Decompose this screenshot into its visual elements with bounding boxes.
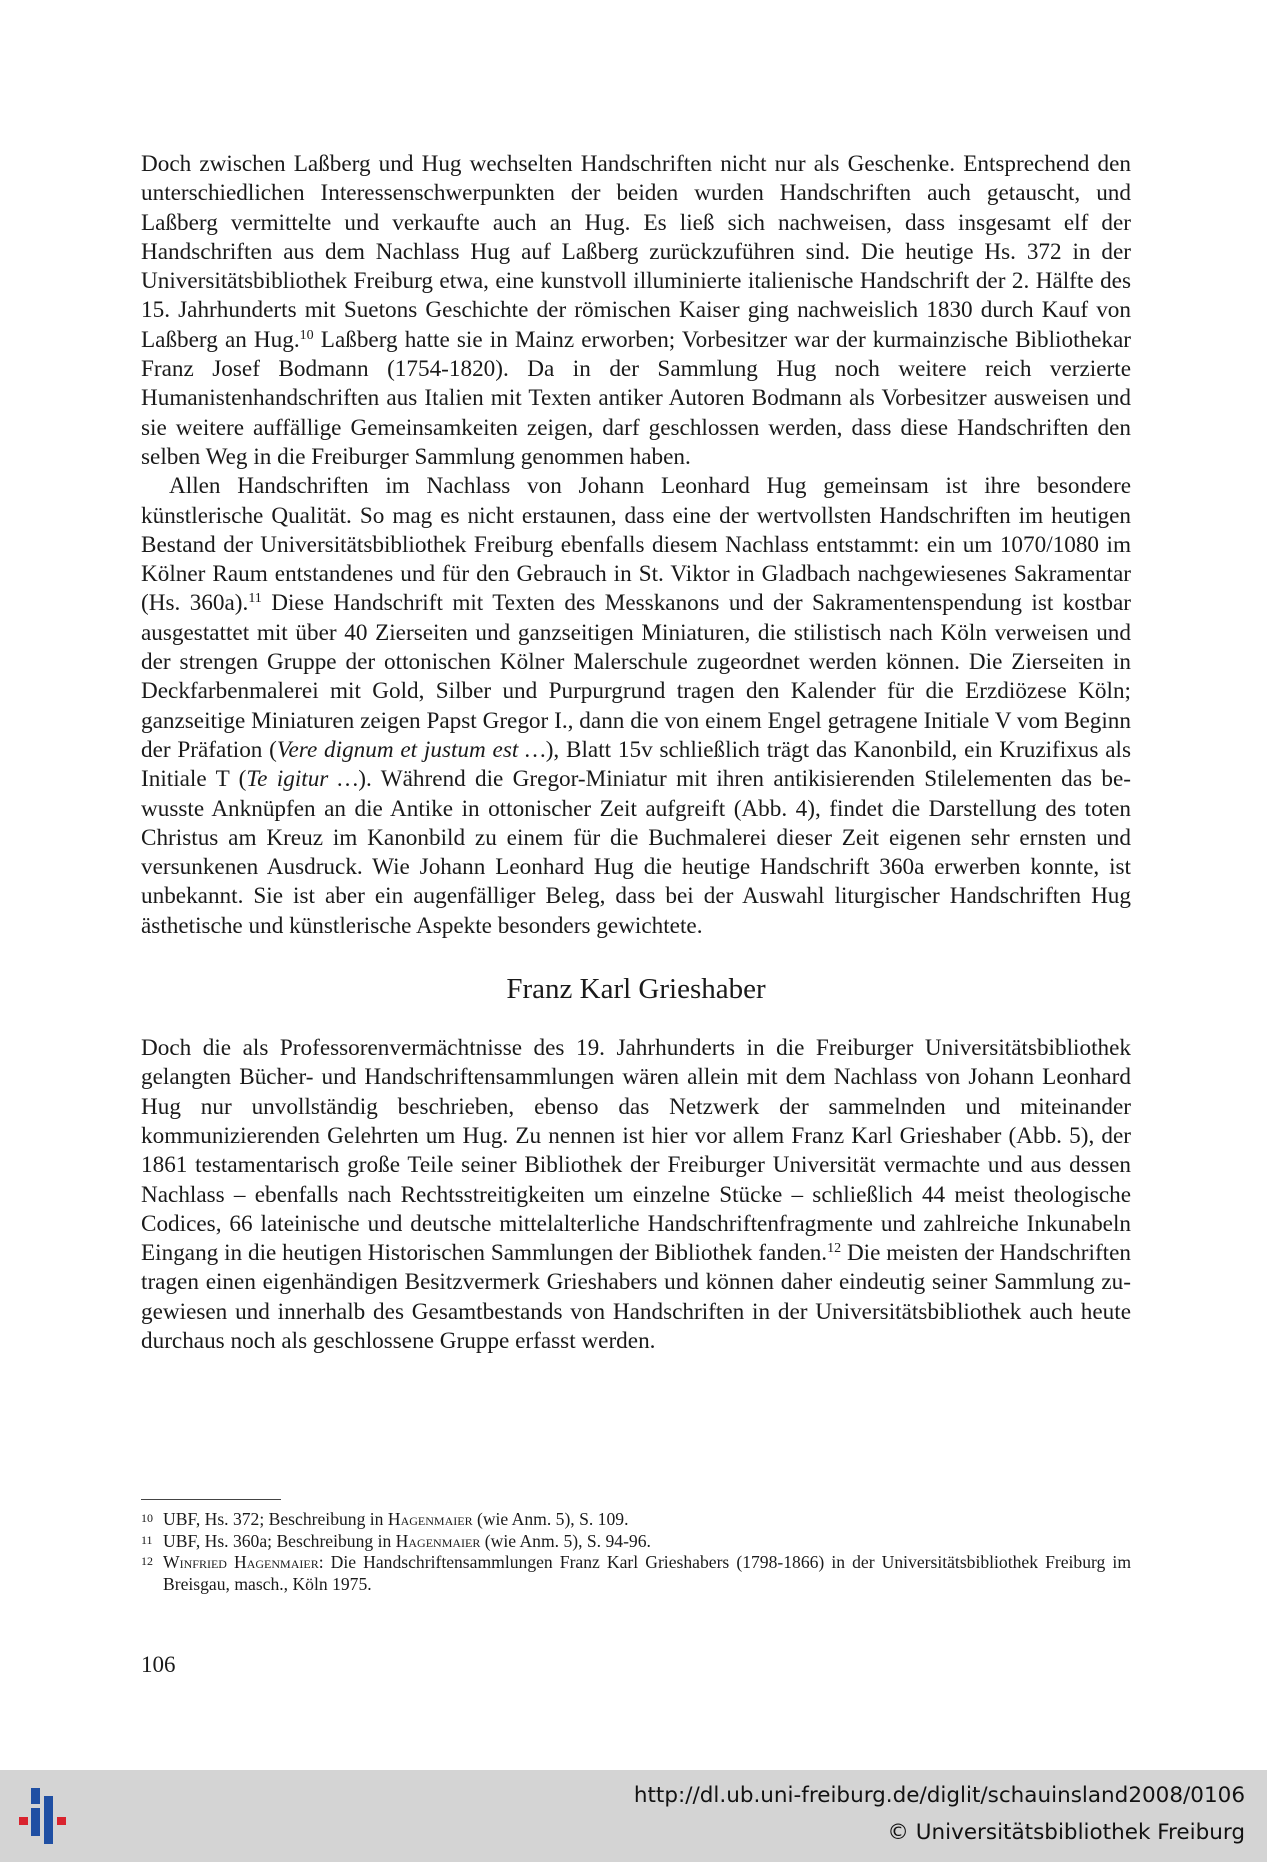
permalink-url[interactable]: http://dl.ub.uni-freiburg.de/diglit/schauinsland2008/0106 [633, 1783, 1245, 1808]
paragraph-3-text-a: Doch die als Professorenvermächtnisse des 19. Jahrhunderts in die Freiburger Universitätsbibliothek gelangten Bücher- und Handschriftensammlungen wären allein mit dem Nachlass von Johann Leonhard Hug nur unvollständig beschrieben, ebenso das Netzwerk der sammelnden und miteinander kommunizierenden Gelehrten um Hug. Zu nennen ist hier vor allem Franz Karl Grieshaber (Abb. 5), der 1861 testamentarisch große Teile seiner Bibliothek der Freiburger Universität vermachte und aus dessen Nachlass – ebenfalls nach Rechtsstreitigkeiten um einzelne Stücke – schließlich 44 meist theologische Codices, 66 lateinische und deutsche mittelalterliche Handschriftenfragmente und zahlreiche Inkunabeln Eingang in die heutigen Historischen Sammlungen der Bibliothek fanden. [141, 1035, 1131, 1267]
main-text [141, 150, 1131, 1356]
footnote-ref-10[interactable]: 10 [299, 327, 314, 343]
paragraph-2-text-d: ). Während die Gregor-Miniatur mit ihren antikisierenden Stilelementen das bewusste Anknüpfen an die Antike in ottonischer Zeit aufgreift (Abb. 4), findet die Darstellung des toten Christus am Kreuz im Kanonbild zu einem für die Buchmalerei dieser Zeit eigenen sehr ernsten und versunkenen Ausdruck. Wie Johann Leonhard Hug die heutige Handschrift 360a erwerben konnte, ist unbekannt. Sie ist aber ein augenfälliger Beleg, dass bei der Auswahl liturgischer Handschriften Hug ästhetische und künstlerische Aspekte besonders gewichtete. [141, 766, 1131, 939]
footnote-number: 10 [141, 1511, 153, 1525]
paragraph-3 [141, 1034, 1131, 1356]
paragraph-2-italic-te-igitur: Te igitur … [246, 766, 359, 793]
footnote-text-post: (wie Anm. 5), S. 109. [472, 1509, 629, 1529]
footnote-number: 12 [141, 1554, 153, 1569]
footnote-ref-12[interactable]: 12 [827, 1241, 842, 1257]
paragraph-1-text-a: Doch zwischen Laßberg und Hug wechselten Handschriften nicht nur als Geschenke. Entsprechend den unterschiedlichen Interessenschwerpunkten der beiden wurden Handschriften auch getauscht, und Laßberg vermittelte und verkaufte auch an Hug. Es ließ sich nachweisen, dass insgesamt elf der Handschriften aus dem Nachlass Hug auf Laßberg zurückzuführen sind. Die heutige Hs. 372 in der Universitätsbibliothek Freiburg etwa, eine kunstvoll illuminierte italienische Handschrift der 2. Hälfte des 15. Jahrhunderts mit Suetons Geschichte der römischen Kaiser ging nachweislich 1830 durch Kauf von Laßberg an Hug. [141, 151, 1131, 353]
footnote-text-post: : Die Handschriftensammlungen Franz Karl Grieshabers (1798-1866) in der Universitätsbibliothek Freiburg im Breisgau, masch., Köln 1975. [163, 1552, 1131, 1594]
paragraph-2-text-b: Diese Handschrift mit Texten des Messkanons und der Sakramentenspendung ist kostbar ausgestattet mit über 40 Zierseiten und ganzseitigen Miniaturen, die stilistisch nach Köln verweisen und der strengen Gruppe der ottonischen Kölner Malerschule zugeordnet werden können. Die Zierseiten in Deckfarbenmalerei mit Gold, Silber und Purpurgrund tragen den Kalender für die Erzdiözese Köln; ganzseitige Miniaturen zeigen Papst Gregor I., dann die von einem Engel getragene Initiale V vom Beginn der Präfation ( [141, 590, 1131, 763]
footnote-11 [141, 1531, 1131, 1553]
footnote-10 [141, 1509, 1131, 1531]
footnote-ref-11[interactable]: 11 [248, 591, 262, 607]
paragraph-2-italic-vere-dignum: Vere dignum et justum est … [276, 736, 546, 763]
footnote-author: Winfried Hagenmaier [163, 1552, 319, 1573]
footnote-text [163, 1531, 1131, 1553]
footnote-divider [141, 1499, 281, 1500]
footnote-author: Hagenmaier [387, 1509, 473, 1529]
page-number: 106 [141, 1652, 176, 1677]
ub-freiburg-logo-icon[interactable] [18, 1786, 82, 1848]
copyright-notice: © Universitätsbibliothek Freiburg [887, 1820, 1245, 1845]
footnotes [141, 1509, 1131, 1595]
paragraph-2-text-c: ), Blatt 15v schließlich trägt das Kanonbild, ein Kruzifixus als Initiale T ( [141, 736, 1131, 793]
footnote-author: Hagenmaier [395, 1530, 481, 1551]
footnote-text [163, 1509, 1131, 1531]
footnote-text-post: (wie Anm. 5), S. 94-96. [480, 1530, 651, 1551]
footnote-number: 11 [141, 1532, 153, 1547]
footer-bar [0, 1770, 1267, 1862]
paragraph-3-text-b: Die meisten der Handschriften tragen einen eigenhändigen Besitzvermerk Grieshabers und können daher eindeutig seiner Sammlung zugewiesen und innerhalb des Gesamtbestands von Handschriften in der Universitätsbibliothek auch heute durchaus noch als geschlossene Gruppe erfasst werden. [141, 1240, 1131, 1354]
footnote-text [163, 1552, 1131, 1595]
footnote-text-pre: UBF, Hs. 372; Beschreibung in [163, 1509, 388, 1529]
section-heading: Franz Karl Grieshaber [506, 973, 766, 1006]
footnote-text-pre: UBF, Hs. 360a; Beschreibung in [163, 1530, 396, 1551]
paragraph-1 [141, 150, 1131, 472]
paragraph-2 [141, 472, 1131, 941]
paragraph-2-text-a: Allen Handschriften im Nachlass von Johann Leonhard Hug gemeinsam ist ihre besondere künstlerische Qualität. So mag es nicht erstaunen, dass eine der wertvollsten Handschriften im heutigen Bestand der Universitätsbibliothek Freiburg ebenfalls diesem Nachlass entstammt: ein um 1070/1080 im Kölner Raum entstandenes und für den Gebrauch in St. Viktor in Gladbach nachgewiesenes Sakramentar (Hs. 360a). [141, 473, 1131, 617]
footnote-12 [141, 1552, 1131, 1595]
paragraph-1-text-b: Laßberg hatte sie in Mainz erworben; Vorbesitzer war der kurmainzische Bibliothekar Franz Josef Bodmann (1754-1820). Da in der Sammlung Hug noch weitere reich verzierte Humanistenhandschriften aus Italien mit Texten antiker Autoren Bodmann als Vorbesitzer ausweisen und sie weitere auffällige Gemeinsamkeiten zeigen, darf geschlossen werden, dass diese Handschriften den selben Weg in die Freiburger Sammlung genommen haben. [141, 326, 1132, 470]
